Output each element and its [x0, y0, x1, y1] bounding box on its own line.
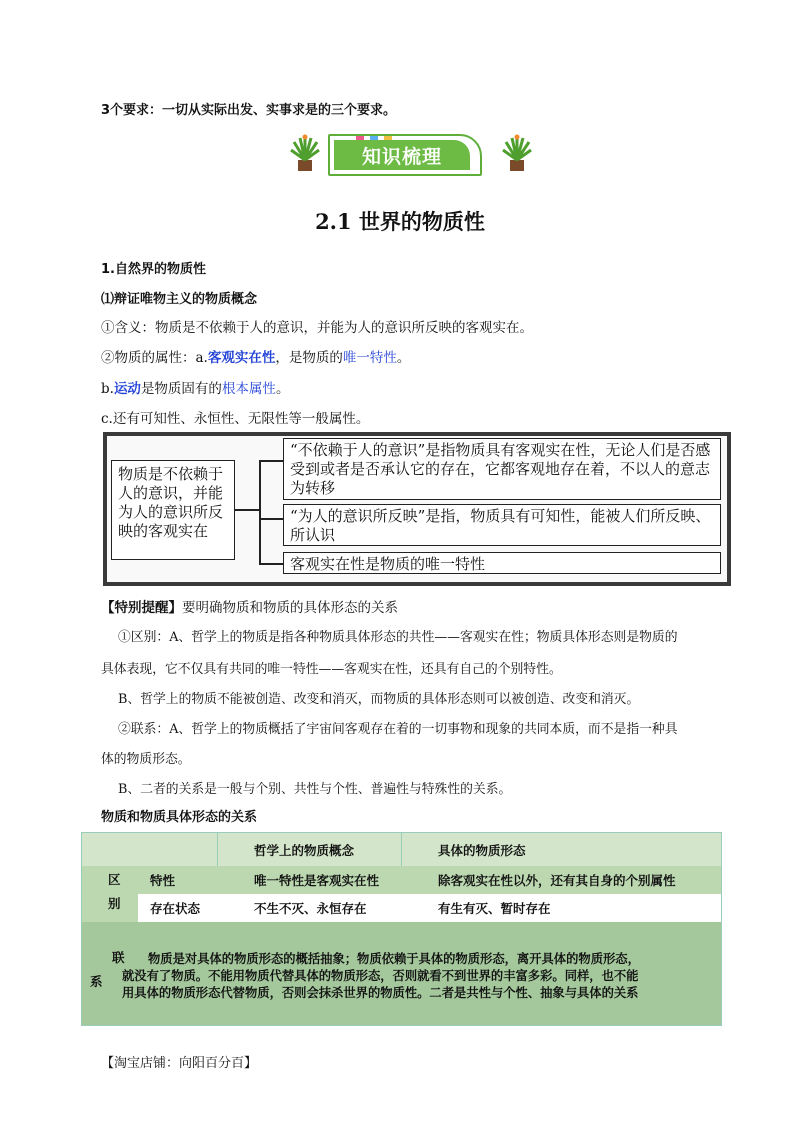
- table-cell: 除客观实在性以外，还有其自身的个别属性: [402, 866, 721, 894]
- connector: [235, 509, 259, 511]
- diagram-right-box: 客观实在性是物质的唯一特性: [283, 552, 721, 574]
- table-header-empty: [82, 833, 218, 866]
- table-row-label: 特性: [138, 866, 218, 894]
- paragraph: c.还有可知性、永恒性、无限性等一般属性。: [101, 411, 370, 427]
- paragraph: [101, 377, 289, 397]
- text: b.: [101, 381, 114, 397]
- table-row-label: 存在状态: [138, 894, 218, 922]
- paragraph: ①含义：物质是不依赖于人的意识，并能为人的意识所反映的客观实在。: [101, 320, 533, 336]
- tip-label: 【特别提醒】: [101, 600, 182, 616]
- diagram-right-box: “不依赖于人的意识”是指物质具有客观实在性，无论人们是否感受到或者是否承认它的存在，它都客观地存在着，不以人的意志为转移: [283, 438, 721, 500]
- plant-icon: [288, 134, 322, 172]
- text: 。: [396, 350, 411, 366]
- diagram-left-box: 物质是不依赖于人的意识，并能为人的意识所反映的客观实在: [111, 460, 235, 560]
- footer-text: 【淘宝店铺：向阳百分百】: [101, 1056, 258, 1071]
- intro-text: 3个要求：一切从实际出发、实事求是的三个要求。: [101, 103, 397, 118]
- text: 是物质固有的: [140, 381, 222, 397]
- table-header: 具体的物质形态: [402, 833, 721, 866]
- section-banner: [288, 128, 512, 176]
- page-title: 2.1 世界的物质性: [315, 209, 485, 234]
- table-group-label: [82, 866, 138, 922]
- keyword: 根本属性: [221, 381, 276, 397]
- paragraph: 体的物质形态。: [101, 752, 191, 767]
- sub-heading: ⑴辩证唯物主义的物质概念: [101, 292, 258, 307]
- section-heading: 1.自然界的物质性: [101, 262, 206, 277]
- paragraph: ①区别：A、哲学上的物质是指各种物质具体形态的共性——客观实在性；物质具体形态则是物质的: [118, 630, 678, 645]
- keyword: 唯一特性: [342, 350, 397, 366]
- table-group-char: 别: [108, 896, 121, 911]
- connector: [259, 460, 261, 564]
- keyword: 运动: [113, 381, 141, 397]
- keyword: 客观实在性: [207, 350, 276, 366]
- concept-diagram: [103, 432, 731, 586]
- table-relation-line: 就没有了物质。不能用物质代替具体的物质形态，否则就看不到世界的丰富多彩。同样，也不能: [122, 968, 639, 983]
- text: 。: [275, 381, 290, 397]
- paragraph: ②联系：A、哲学上的物质概括了宇宙间客观存在着的一切事物和现象的共同本质，而不是指一种具: [118, 722, 678, 737]
- tip-text: 要明确物质和物质的具体形态的关系: [182, 600, 398, 616]
- table-cell: 唯一特性是客观实在性: [218, 866, 402, 894]
- table-relation-line: 物质是对具体的物质形态的概括抽象；物质依赖于具体的物质形态，离开具体的物质形态，: [148, 951, 640, 966]
- table-relation-line: 用具体的物质形态代替物质，否则会抹杀世界的物质性。二者是共性与个性、抽象与具体的关系: [122, 985, 639, 1000]
- table-group-char: 区: [108, 872, 121, 887]
- tip: [101, 596, 398, 616]
- paragraph: B、二者的关系是一般与个别、共性与个性、普遍性与特殊性的关系。: [118, 782, 512, 797]
- banner-label: 知识梳理: [334, 140, 470, 170]
- table-group-char: 系: [90, 974, 103, 989]
- table-group-char: 联: [112, 950, 125, 965]
- comparison-table: [81, 832, 722, 1026]
- text: ②物质的属性：a.: [101, 350, 208, 366]
- connector: [259, 460, 283, 462]
- connector: [259, 518, 283, 520]
- table-cell: 有生有灭、暂时存在: [402, 894, 721, 922]
- plant-icon: [500, 134, 534, 172]
- banner-box: [328, 134, 482, 176]
- paragraph: 具体表现，它不仅具有共同的唯一特性——客观实在性，还具有自己的个别特性。: [101, 662, 562, 677]
- paragraph: B、哲学上的物质不能被创造、改变和消灭，而物质的具体形态则可以被创造、改变和消灭。: [118, 692, 640, 707]
- table-header: 哲学上的物质概念: [218, 833, 402, 866]
- paragraph: [101, 346, 410, 366]
- text: ，是物质的: [275, 350, 343, 366]
- diagram-right-box: “为人的意识所反映”是指，物质具有可知性，能被人们所反映、所认识: [283, 504, 721, 546]
- table-relation-row: [82, 922, 721, 1025]
- table-title: 物质和物质具体形态的关系: [101, 810, 258, 825]
- table-cell: 不生不灭、永恒存在: [218, 894, 402, 922]
- connector: [259, 563, 283, 565]
